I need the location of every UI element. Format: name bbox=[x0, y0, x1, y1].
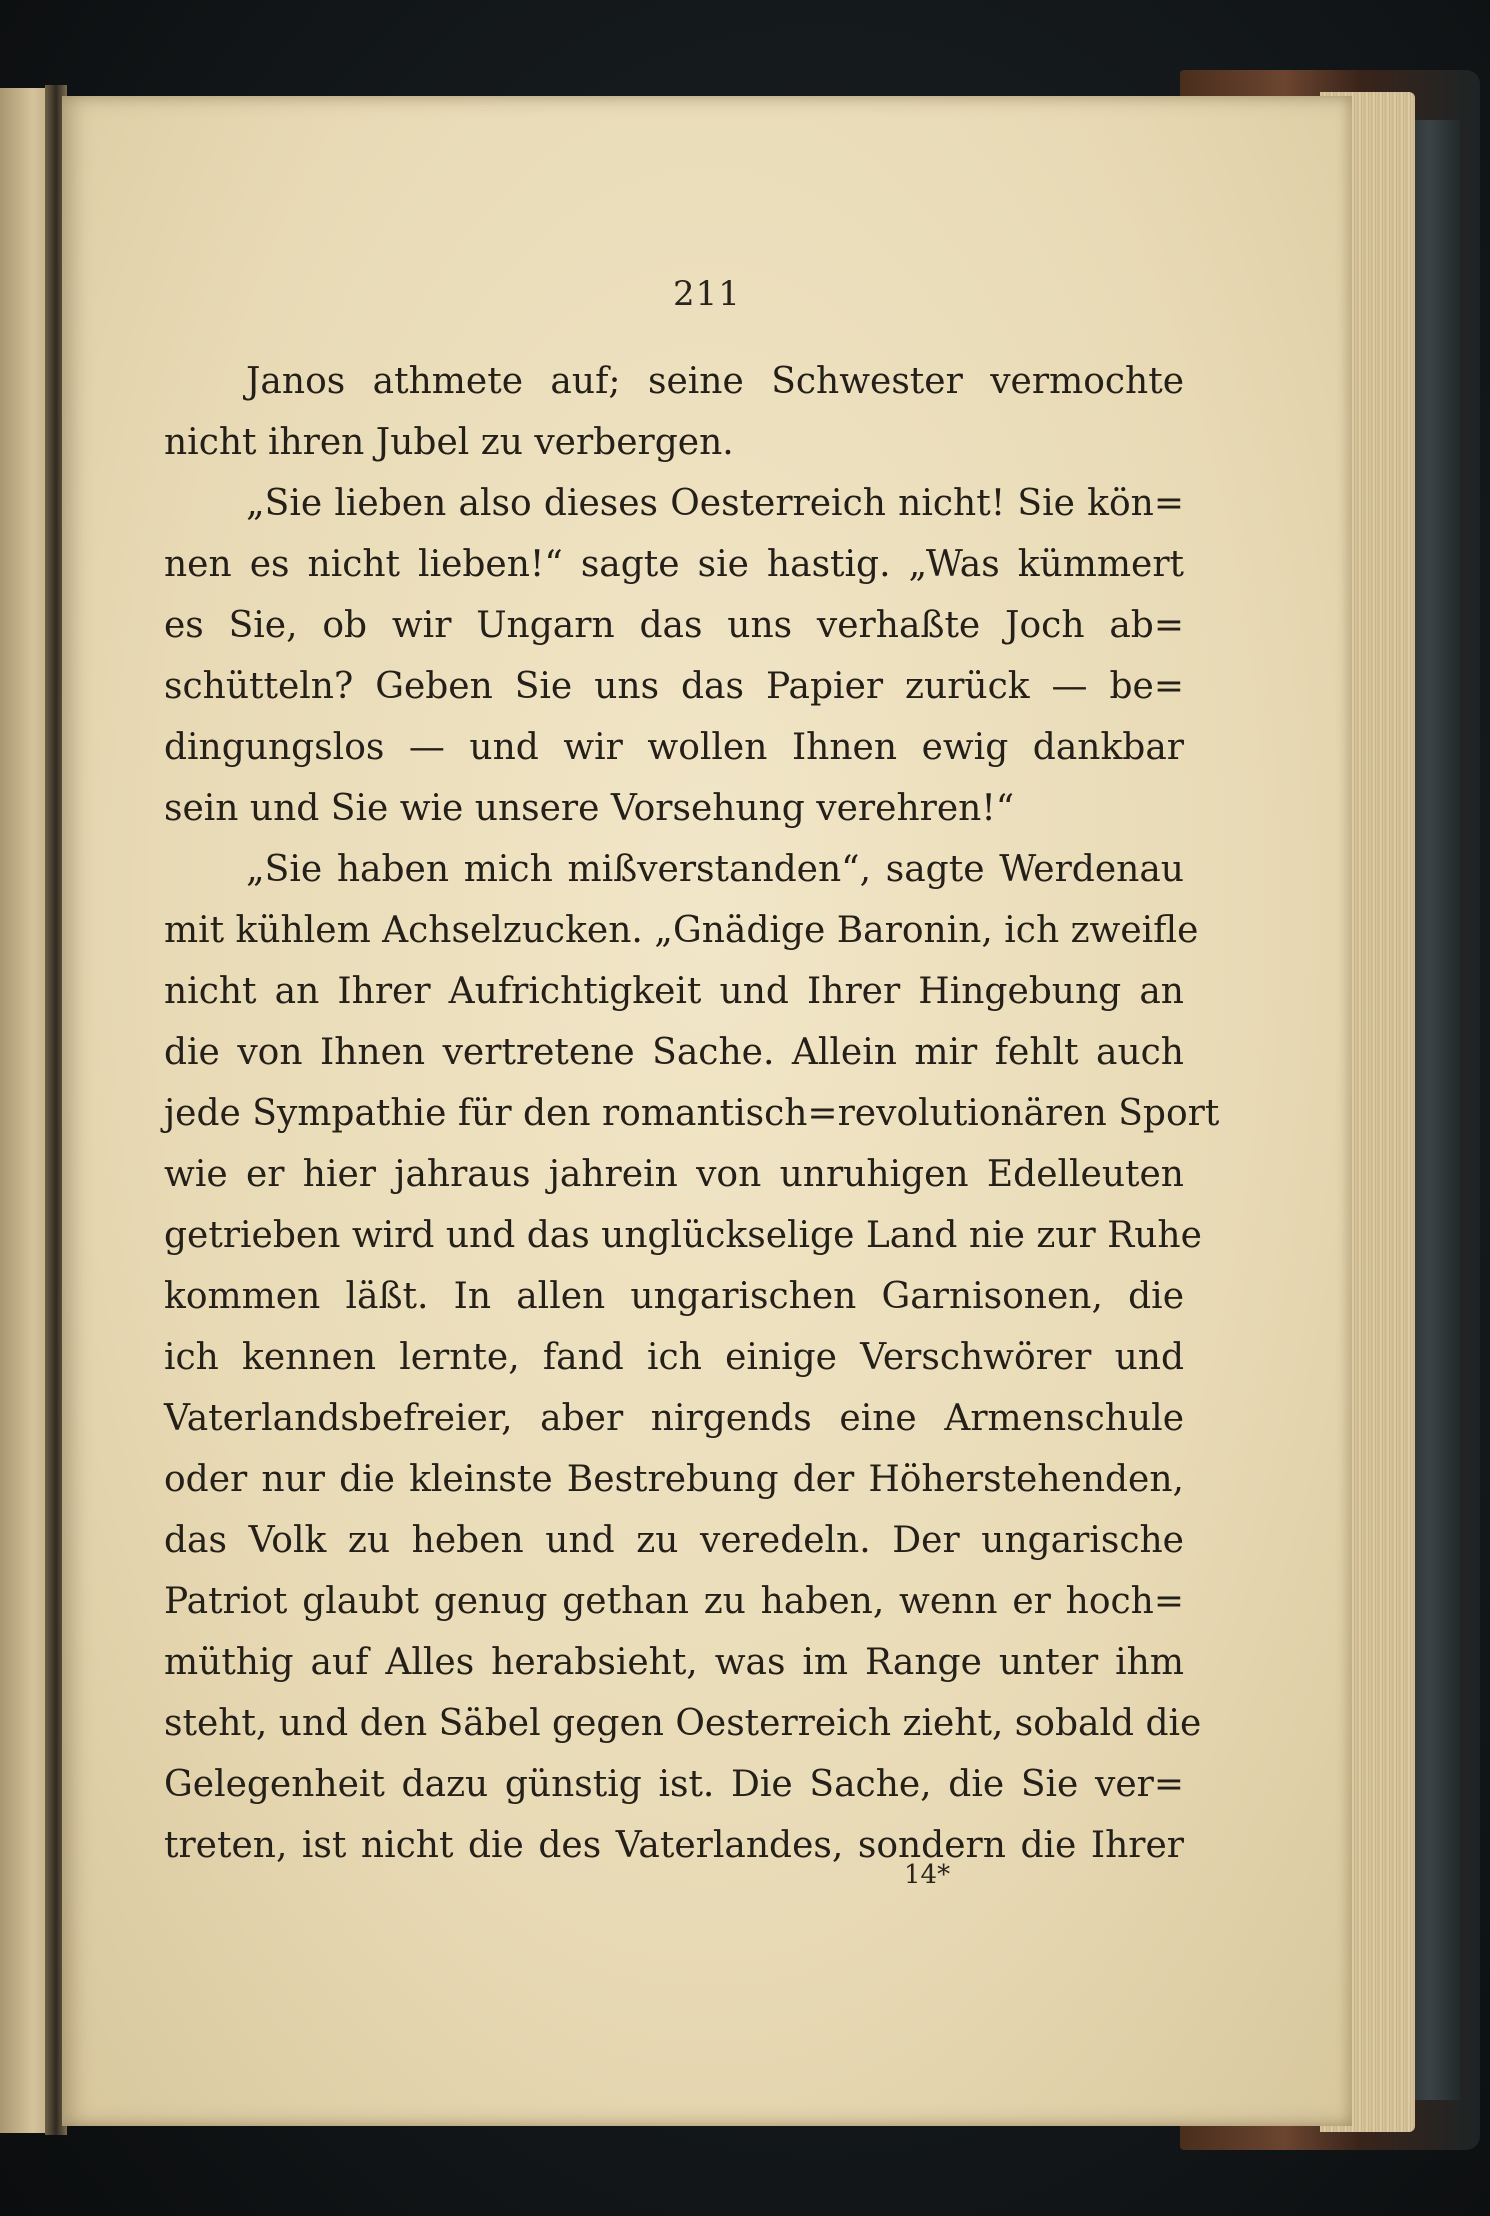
body-text bbox=[164, 351, 1220, 1876]
text-line: nen es nicht lieben!“ sagte sie hastig. „Was kümmert bbox=[164, 544, 1184, 585]
signature-mark: 14* bbox=[904, 1860, 951, 1890]
text-line: nicht an Ihrer Aufrichtigkeit und Ihrer Hingebung an bbox=[164, 971, 1184, 1012]
text-line: schütteln? Geben Sie uns das Papier zurück — be= bbox=[164, 666, 1184, 707]
text-line: getrieben wird und das unglückselige Land nie zur Ruhe bbox=[164, 1215, 1202, 1256]
text-line: Patriot glaubt genug gethan zu haben, wenn er hoch= bbox=[164, 1581, 1184, 1622]
text-line: das Volk zu heben und zu veredeln. Der ungarische bbox=[164, 1520, 1184, 1561]
page-number: 211 bbox=[673, 274, 741, 314]
text-line: dingungslos — und wir wollen Ihnen ewig dankbar bbox=[164, 727, 1184, 768]
book-page bbox=[62, 96, 1352, 2126]
text-line: Gelegenheit dazu günstig ist. Die Sache, die Sie ver= bbox=[164, 1764, 1184, 1805]
text-line: nicht ihren Jubel zu verbergen. bbox=[164, 422, 734, 463]
text-line: es Sie, ob wir Ungarn das uns verhaßte Joch ab= bbox=[164, 605, 1184, 646]
text-line: die von Ihnen vertretene Sache. Allein mir fehlt auch bbox=[164, 1032, 1184, 1073]
text-line: „Sie lieben also dieses Oesterreich nicht! Sie kön= bbox=[246, 483, 1184, 524]
text-line: mit kühlem Achselzucken. „Gnädige Baronin, ich zweifle bbox=[164, 910, 1199, 951]
text-line: oder nur die kleinste Bestrebung der Höherstehenden, bbox=[164, 1459, 1184, 1500]
text-line: „Sie haben mich mißverstanden“, sagte Werdenau bbox=[246, 849, 1184, 890]
text-line: treten, ist nicht die des Vaterlandes, sondern die Ihrer bbox=[164, 1825, 1184, 1866]
text-line: wie er hier jahraus jahrein von unruhigen Edelleuten bbox=[164, 1154, 1184, 1195]
text-line: kommen läßt. In allen ungarischen Garnisonen, die bbox=[164, 1276, 1184, 1317]
text-line: ich kennen lernte, fand ich einige Verschwörer und bbox=[164, 1337, 1184, 1378]
text-line: jede Sympathie für den romantisch=revolutionären Sport bbox=[164, 1093, 1220, 1134]
text-line: Janos athmete auf; seine Schwester vermochte bbox=[246, 361, 1184, 402]
text-line: sein und Sie wie unsere Vorsehung verehren!“ bbox=[164, 788, 1015, 829]
text-line: müthig auf Alles herabsieht, was im Range unter ihm bbox=[164, 1642, 1184, 1683]
text-line: Vaterlandsbefreier, aber nirgends eine Armenschule bbox=[164, 1398, 1184, 1439]
text-line: steht, und den Säbel gegen Oesterreich zieht, sobald die bbox=[164, 1703, 1202, 1744]
